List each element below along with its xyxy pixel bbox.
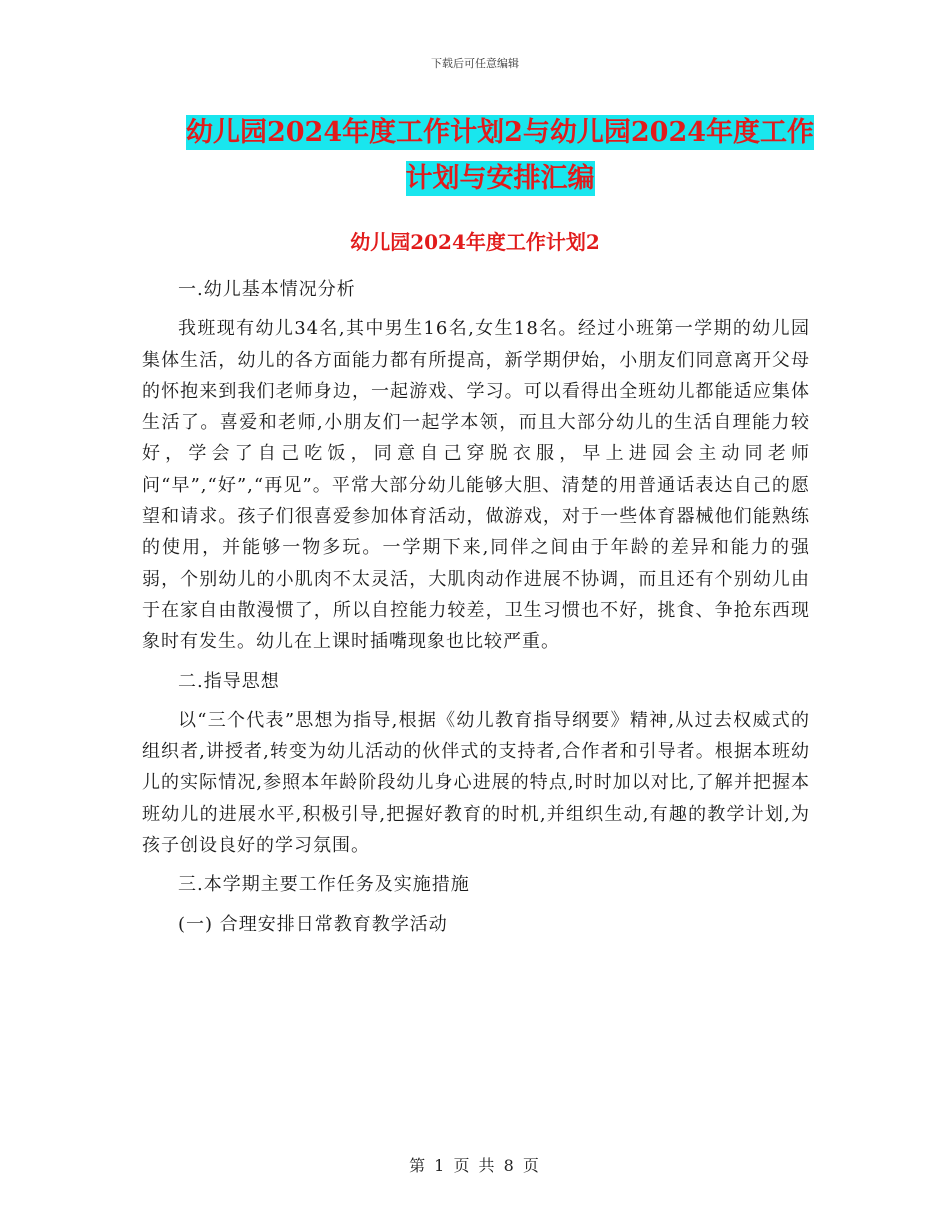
heading-basic-analysis: 一.幼儿基本情况分析 (178, 279, 356, 300)
section-title: 幼儿园2024年度工作计划2 (350, 230, 600, 254)
document-body (142, 274, 810, 940)
document-title-line2: 计划与安排汇编 (405, 163, 595, 194)
header-note: 下载后可任意编辑 (431, 57, 519, 70)
subheading-daily-activities: (一) 合理安排日常教育教学活动 (178, 913, 448, 935)
paragraph-basic-analysis: 我班现有幼儿34名,其中男生16名,女生18名。经过小班第一学期的幼儿园集体生活，幼儿的各方面能力都有所提高，新学期伊始，小朋友们同意离开父母的怀抱来到我们老师身边，一起游戏、学习。可以看得出全班幼儿都能适应集体生活了。喜爱和老师,小朋友们一起学本领，而且大部分幼儿的生活自理能力较好，学会了自己吃饭，同意自己穿脱衣服，早上进园会主动同老师问“早”,“好”,“再见”。平常大部分幼儿能够大胆、清楚的用普通话表达自己的愿望和请求。孩子们很喜爱参加体育活动，做游戏，对于一些体育器械他们能熟练的使用，并能够一物多玩。一学期下来,同伴之间由于年龄的差异和能力的强弱，个别幼儿的小肌肉不太灵活，大肌肉动作进展不协调，而且还有个别幼儿由于在家自由散漫惯了，所以自控能力较差，卫生习惯也不好，挑食、争抢东西现象时有发生。幼儿在上课时插嘴现象也比较严重。 (142, 318, 810, 653)
document-title (150, 110, 850, 202)
heading-main-tasks: 三.本学期主要工作任务及实施措施 (178, 874, 470, 896)
paragraph-guiding-thought: 以“三个代表”思想为指导,根据《幼儿教育指导纲要》精神,从过去权威式的组织者,讲授者,转变为幼儿活动的伙伴式的支持者,合作者和引导者。根据本班幼儿的实际情况,参照本年龄阶段幼儿身心进展的特点,时时加以对比,了解并把握本班幼儿的进展水平,积极引导,把握好教育的时机,并组织生动,有趣的教学计划,为孩子创设良好的学习氛围。 (142, 709, 810, 857)
document-title-line1: 幼儿园2024年度工作计划2与幼儿园2024年度工作 (185, 117, 815, 148)
page-number: 第 1 页 共 8 页 (409, 1156, 541, 1175)
heading-guiding-thought: 二.指导思想 (178, 670, 280, 692)
